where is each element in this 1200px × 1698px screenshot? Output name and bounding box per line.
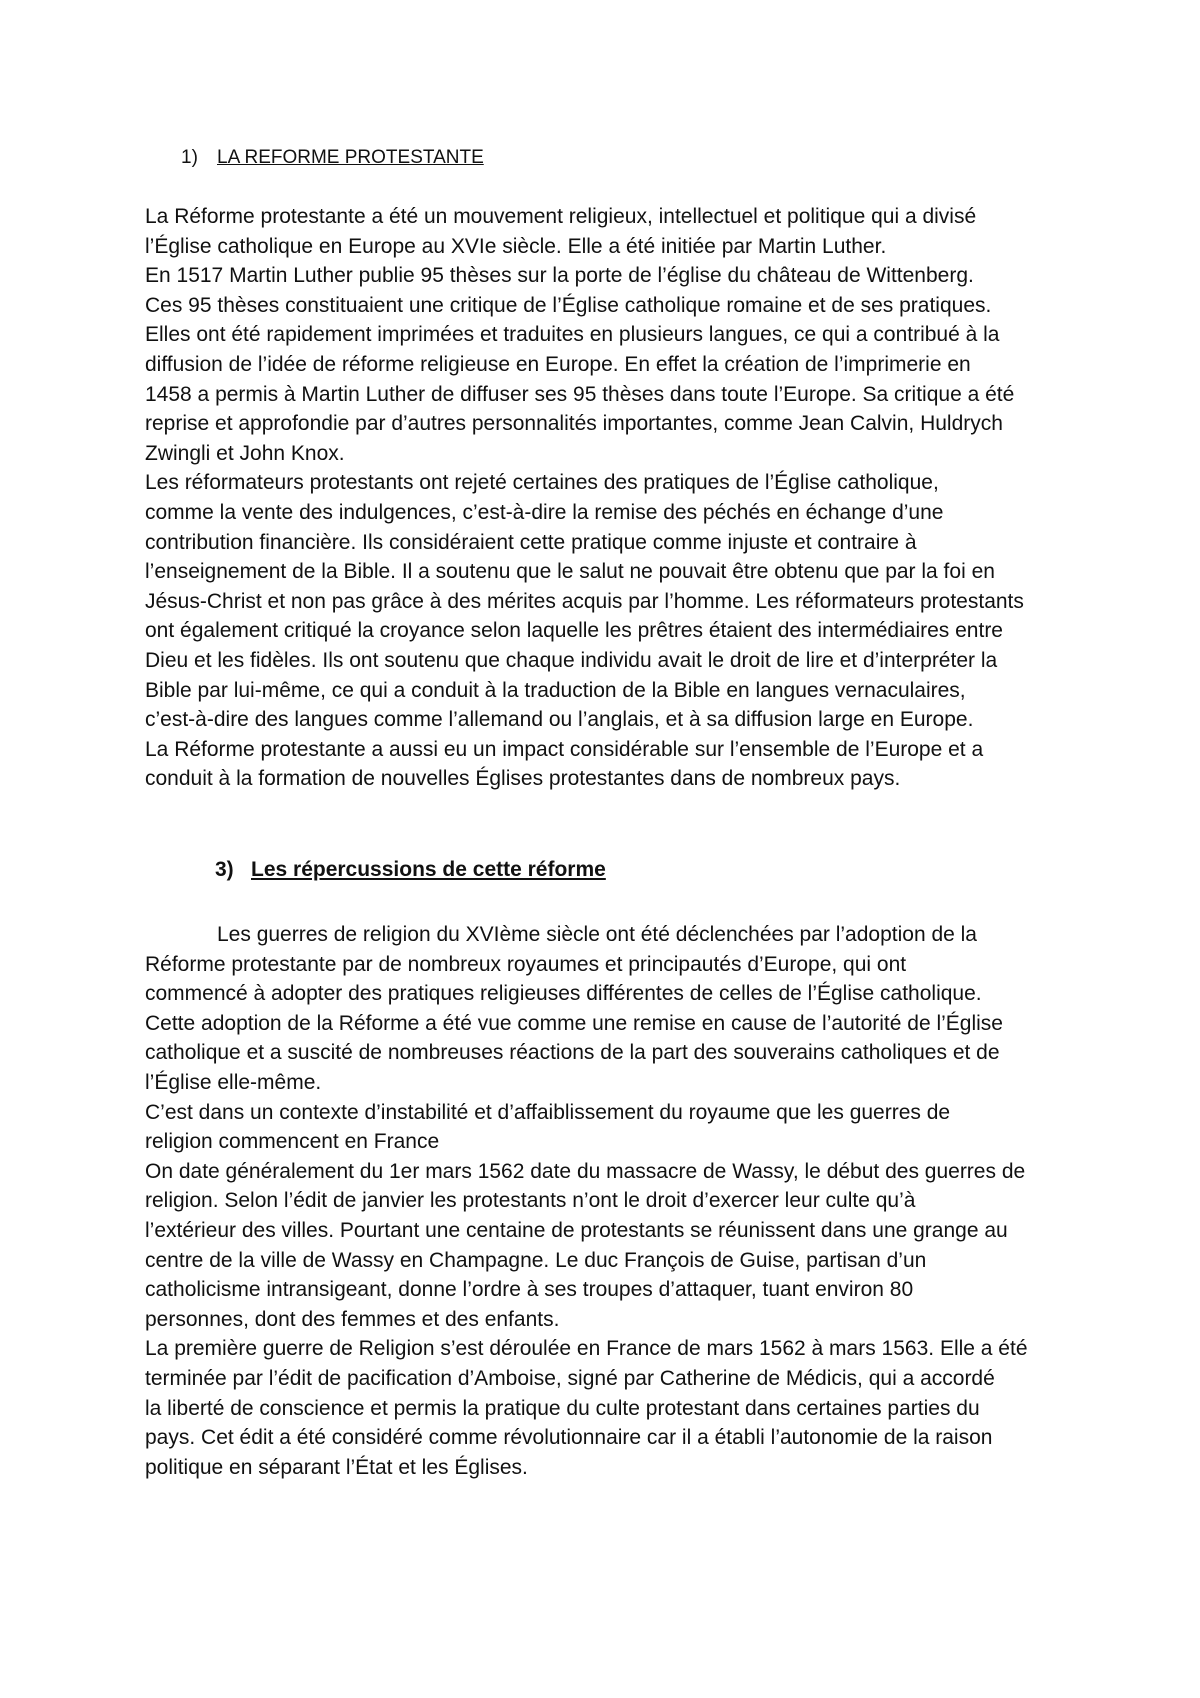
text-line: l’Église elle-même. (145, 1070, 322, 1094)
text-line: centre de la ville de Wassy en Champagne. Le duc François de Guise, partisan d’un (145, 1248, 927, 1272)
section-3-number: 3) (215, 858, 234, 881)
text-line: contribution financière. Ils considéraient cette pratique comme injuste et contraire à (145, 530, 917, 554)
text-line: Zwingli et John Knox. (145, 441, 345, 465)
text-line: La Réforme protestante a été un mouvement religieux, intellectuel et politique qui a divisé (145, 205, 977, 228)
text-line: l’enseignement de la Bible. Il a soutenu que le salut ne pouvait être obtenu que par la foi en (145, 560, 995, 584)
text-line: Ces 95 thèses constituaient une critique de l’Église catholique romaine et de ses pratiques. (145, 293, 992, 317)
text-line: Les réformateurs protestants ont rejeté certaines des pratiques de l’Église catholique, (145, 471, 939, 495)
text-line: terminée par l’édit de pacification d’Amboise, signé par Catherine de Médicis, qui a accordé (145, 1366, 995, 1390)
text-line: Réforme protestante par de nombreux royaumes et principautés d’Europe, qui ont (145, 952, 907, 976)
text-line: l’extérieur des villes. Pourtant une centaine de protestants se réunissent dans une grange au (145, 1218, 1008, 1242)
text-line: religion. Selon l’édit de janvier les protestants n’ont le droit d’exercer leur culte qu’à (145, 1189, 916, 1213)
section-3-title: Les répercussions de cette réforme (251, 858, 606, 881)
text-line: ont également critiqué la croyance selon laquelle les prêtres étaient des intermédiaires entre (145, 619, 1003, 643)
text-line: c’est-à-dire des langues comme l’allemand ou l’anglais, et à sa diffusion large en Europe. (145, 708, 974, 732)
text-line: religion commencent en France (145, 1130, 440, 1154)
text-line: Dieu et les fidèles. Ils ont soutenu que chaque individu avait le droit de lire et d’interpréter la (145, 648, 998, 672)
text-line: La première guerre de Religion s’est déroulée en France de mars 1562 à mars 1563. Elle a été (145, 1337, 1028, 1361)
text-line: la liberté de conscience et permis la pratique du culte protestant dans certaines parties du (145, 1396, 980, 1420)
section-1-number: 1) (181, 147, 198, 168)
text-line: catholique et a suscité de nombreuses réactions de la part des souverains catholiques et de (145, 1041, 1000, 1065)
text-line: Cette adoption de la Réforme a été vue comme une remise en cause de l’autorité de l’Église (145, 1011, 1003, 1035)
section-3-heading (215, 858, 606, 882)
section-1-body (145, 202, 1085, 794)
text-line: diffusion de l’idée de réforme religieuse en Europe. En effet la création de l’imprimerie en (145, 352, 971, 376)
text-line: l’Église catholique en Europe au XVIe siècle. Elle a été initiée par Martin Luther. (145, 234, 887, 258)
text-line: personnes, dont des femmes et des enfants. (145, 1307, 560, 1331)
text-line: catholicisme intransigeant, donne l’ordre à ses troupes d’attaquer, tuant environ 80 (145, 1278, 914, 1302)
text-line: politique en séparant l’État et les Églises. (145, 1455, 528, 1479)
text-line: Bible par lui-même, ce qui a conduit à la traduction de la Bible en langues vernaculaires, (145, 678, 966, 702)
section-1-title: LA REFORME PROTESTANTE (217, 147, 484, 168)
text-line: On date généralement du 1er mars 1562 date du massacre de Wassy, le début des guerres de (145, 1159, 1026, 1183)
section-1-heading (181, 146, 484, 170)
text-line: Les guerres de religion du XVIème siècle ont été déclenchées par l’adoption de la (217, 923, 977, 946)
text-line: Jésus-Christ et non pas grâce à des mérites acquis par l’homme. Les réformateurs protestants (145, 589, 1024, 613)
text-line: comme la vente des indulgences, c’est-à-dire la remise des péchés en échange d’une (145, 500, 944, 524)
text-line: La Réforme protestante a aussi eu un impact considérable sur l’ensemble de l’Europe et a (145, 737, 984, 761)
text-line: reprise et approfondie par d’autres personnalités importantes, comme Jean Calvin, Huldrych (145, 412, 1003, 436)
text-line: C’est dans un contexte d’instabilité et d’affaiblissement du royaume que les guerres de (145, 1100, 951, 1124)
text-line: En 1517 Martin Luther publie 95 thèses sur la porte de l’église du château de Wittenberg. (145, 264, 974, 288)
text-line: commencé à adopter des pratiques religieuses différentes de celles de l’Église catholique. (145, 982, 982, 1006)
text-line: 1458 a permis à Martin Luther de diffuser ses 95 thèses dans toute l’Europe. Sa critique a été (145, 382, 1015, 406)
section-3-body (145, 920, 1085, 1482)
text-line: conduit à la formation de nouvelles Églises protestantes dans de nombreux pays. (145, 767, 901, 791)
text-line: Elles ont été rapidement imprimées et traduites en plusieurs langues, ce qui a contribué à la (145, 323, 1000, 347)
text-line: pays. Cet édit a été considéré comme révolutionnaire car il a établi l’autonomie de la raison (145, 1426, 993, 1450)
